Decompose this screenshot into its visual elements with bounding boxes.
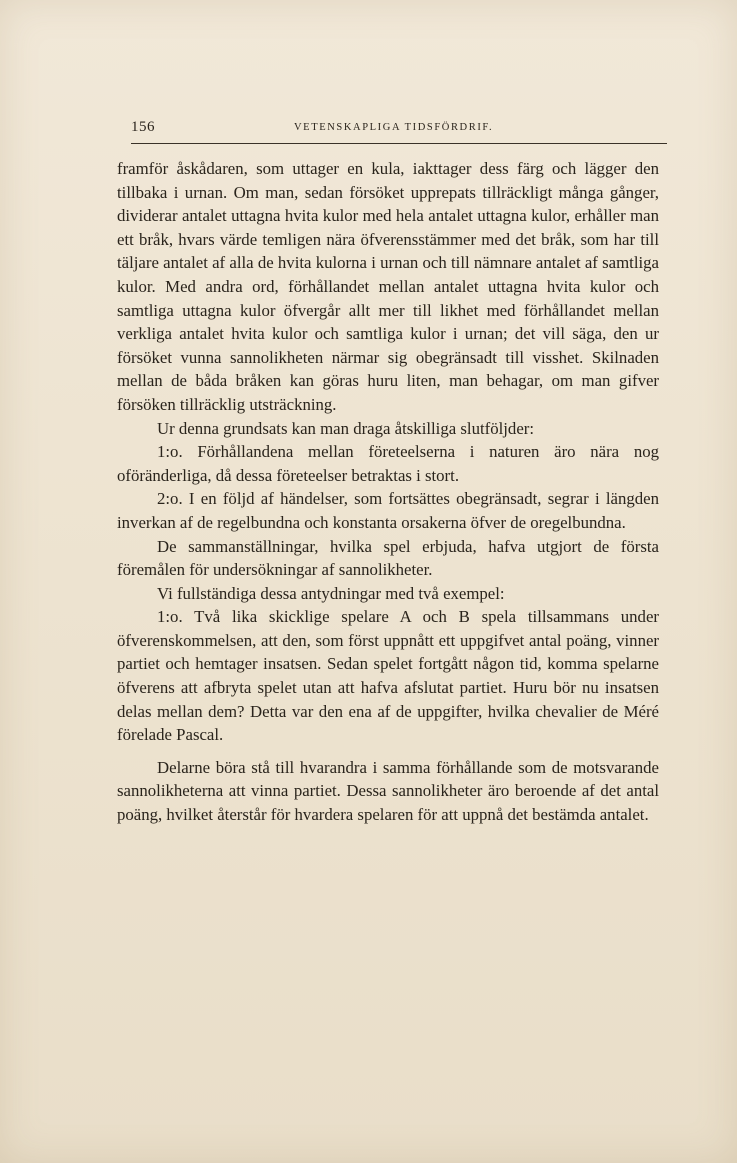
body-text <box>117 157 659 827</box>
paragraph: Delarne böra stå till hvarandra i samma förhållande som de motsvarande sannolikheterna att vinna partiet. Dessa sannolikheter äro beroende af det antal poäng, hvilket återstår för hvardera spelaren för att uppnå det bestämda antalet. <box>117 757 659 825</box>
paragraph: framför åskådaren, som uttager en kula, iakttager dess färg och lägger den tillbaka i urnan. Om man, sedan försöket upprepats tillräckligt många gånger, dividerar antalet uttagna hvita kulor med hela antalet uttagna kulor, erhåller man ett bråk, hvars värde temligen nära öfverensstämmer med det bråk, som har till täljare antalet af alla de hvita kulorna i urnan och till nämnare antalet af samtliga kulor. Med andra ord, förhållandet mellan antalet uttagna hvita kulor och samtliga uttagna kulor öfvergår allt mer till likhet med förhållandet mellan verkliga antalet hvita kulor och samtliga kulor i urnan; det vill säga, den ur försöket vunna sannolikheten närmar sig obegränsadt till visshet. Skilnaden mellan de båda bråken kan göras huru liten, man behagar, om man gifver försöken tillräcklig utsträckning. <box>117 159 659 414</box>
paragraph: 1:o. Två lika skicklige spelare A och B spela tillsammans under öfverenskommelsen, att den, som först uppnått ett uppgifvet antal poäng, vinner partiet och hemtager insatsen. Sedan spelet fortgått någon tid, komma spelarne öfverens att afbryta spelet utan att hafva afslutat partiet. Huru bör nu insatsen delas mellan dem? Detta var den ena af de uppgifter, hvilka chevalier de Méré förelade Pascal. <box>117 607 659 745</box>
paragraph: Vi fullständiga dessa antydningar med två exempel: <box>157 583 505 603</box>
header-rule <box>131 143 667 144</box>
paragraph: Ur denna grundsats kan man draga åtskilliga slutföljder: <box>157 418 535 438</box>
journal-title: VETENSKAPLIGA TIDSFÖRDRIF. <box>294 122 494 133</box>
paragraph: De sammanställningar, hvilka spel erbjuda, hafva utgjort de första föremålen för undersökningar af sannolikheter. <box>117 536 659 580</box>
paragraph: 2:o. I en följd af händelser, som fortsättes obegränsadt, segrar i längden inverkan af de regelbundna och konstanta orsakerna öfver de oregelbundna. <box>117 489 659 532</box>
page-number: 156 <box>131 119 155 135</box>
paragraph: 1:o. Förhållandena mellan företeelserna i naturen äro nära nog oföränderliga, då dessa företeelser betraktas i stort. <box>117 442 659 485</box>
running-head <box>131 118 667 142</box>
